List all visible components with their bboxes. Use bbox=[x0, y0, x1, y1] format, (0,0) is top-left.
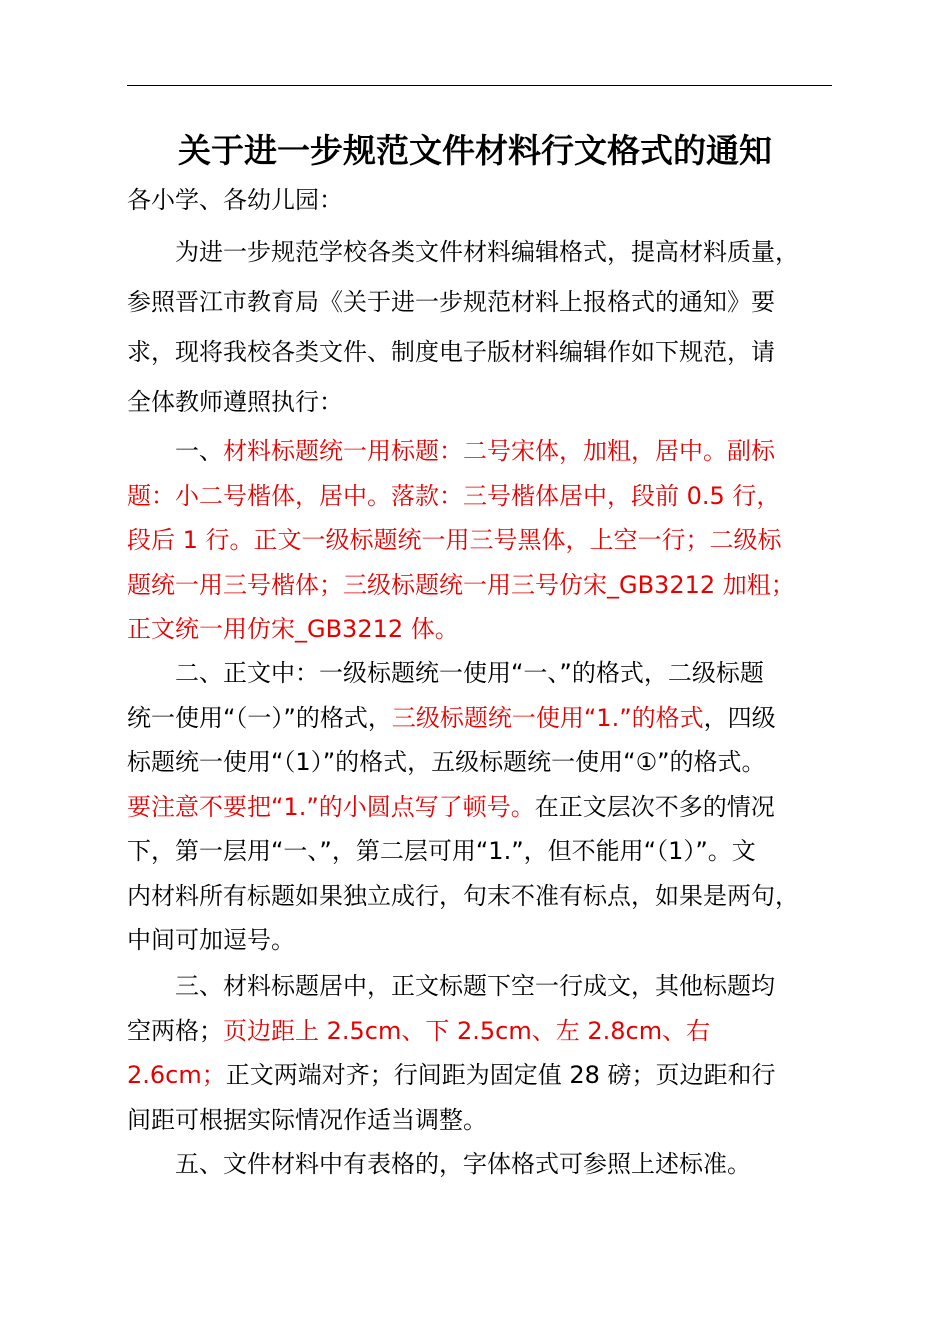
item-two-line: 二、正文中：一级标题统一使用“一、”的格式，二级标题 bbox=[127, 659, 764, 687]
highlight-text: 页边距上 2.5cm、下 2.5cm、左 2.8cm、右 bbox=[223, 1016, 711, 1045]
intro-line: 全体教师遵照执行： bbox=[127, 388, 343, 416]
item-two-line: 标题统一使用“（1）”的格式，五级标题统一使用“①”的格式。 bbox=[127, 748, 766, 776]
highlight-text: 题：小二号楷体，居中。落款：三号楷体居中，段前 0.5 行， bbox=[127, 481, 781, 510]
item-five-line: 五、文件材料中有表格的，字体格式可参照上述标准。 bbox=[127, 1150, 751, 1178]
item-three-paragraph bbox=[127, 964, 847, 1142]
item-three-line: 间距可根据实际情况作适当调整。 bbox=[127, 1105, 487, 1134]
item-two-paragraph bbox=[127, 651, 847, 963]
highlight-text: 三级标题统一使用“1.”的格式 bbox=[391, 703, 704, 732]
item-three-line bbox=[127, 1053, 847, 1098]
intro-line: 求，现将我校各类文件、制度电子版材料编辑作如下规范，请 bbox=[127, 338, 775, 366]
highlight-text: 材料标题统一用标题：二号宋体，加粗，居中。副标 bbox=[223, 437, 775, 465]
item-one-paragraph bbox=[127, 429, 847, 652]
highlight-text: 正文统一用仿宋_GB3212 体。 bbox=[127, 615, 459, 643]
item-two-line: 中间可加逗号。 bbox=[127, 926, 295, 954]
item-two-line bbox=[127, 696, 847, 741]
page-title: 关于进一步规范文件材料行文格式的通知 bbox=[178, 131, 772, 170]
item-five-paragraph bbox=[127, 1142, 847, 1187]
highlight-text: 2.6cm； bbox=[127, 1061, 226, 1089]
intro-line: 参照晋江市教育局《关于进一步规范材料上报格式的通知》要 bbox=[127, 288, 775, 316]
body-text: 正文两端对齐；行间距为固定值 28 磅；页边距和行 bbox=[225, 1061, 776, 1089]
item-one-marker: 一、 bbox=[127, 437, 223, 465]
item-two-line: 内材料所有标题如果独立成行，句末不准有标点，如果是两句， bbox=[127, 881, 799, 910]
body-text: 空两格； bbox=[127, 1016, 223, 1045]
intro-paragraph bbox=[127, 227, 847, 427]
salutation: 各小学、各幼儿园： bbox=[127, 186, 343, 214]
body-text: 统一使用“（一）”的格式， bbox=[127, 703, 392, 732]
highlight-text: 题统一用三号楷体；三级标题统一用三号仿宋_GB3212 加粗； bbox=[127, 570, 795, 599]
item-two-line bbox=[127, 785, 847, 830]
item-one-line bbox=[127, 429, 847, 474]
body-text: 在正文层次不多的情况 bbox=[534, 792, 775, 821]
item-three-line bbox=[127, 1009, 847, 1054]
intro-line: 为进一步规范学校各类文件材料编辑格式，提高材料质量， bbox=[127, 238, 799, 266]
item-two-line: 下，第一层用“一、”，第二层可用“1.”，但不能用“（1）”。文 bbox=[127, 837, 756, 865]
header-rule bbox=[127, 85, 832, 86]
highlight-text: 段后 1 行。正文一级标题统一用三号黑体，上空一行；二级标 bbox=[127, 526, 782, 554]
body-text: ，四级 bbox=[703, 703, 776, 732]
item-three-line: 三、材料标题居中，正文标题下空一行成文，其他标题均 bbox=[127, 972, 775, 1000]
highlight-text: 要注意不要把“1.”的小圆点写了顿号。 bbox=[127, 792, 535, 821]
